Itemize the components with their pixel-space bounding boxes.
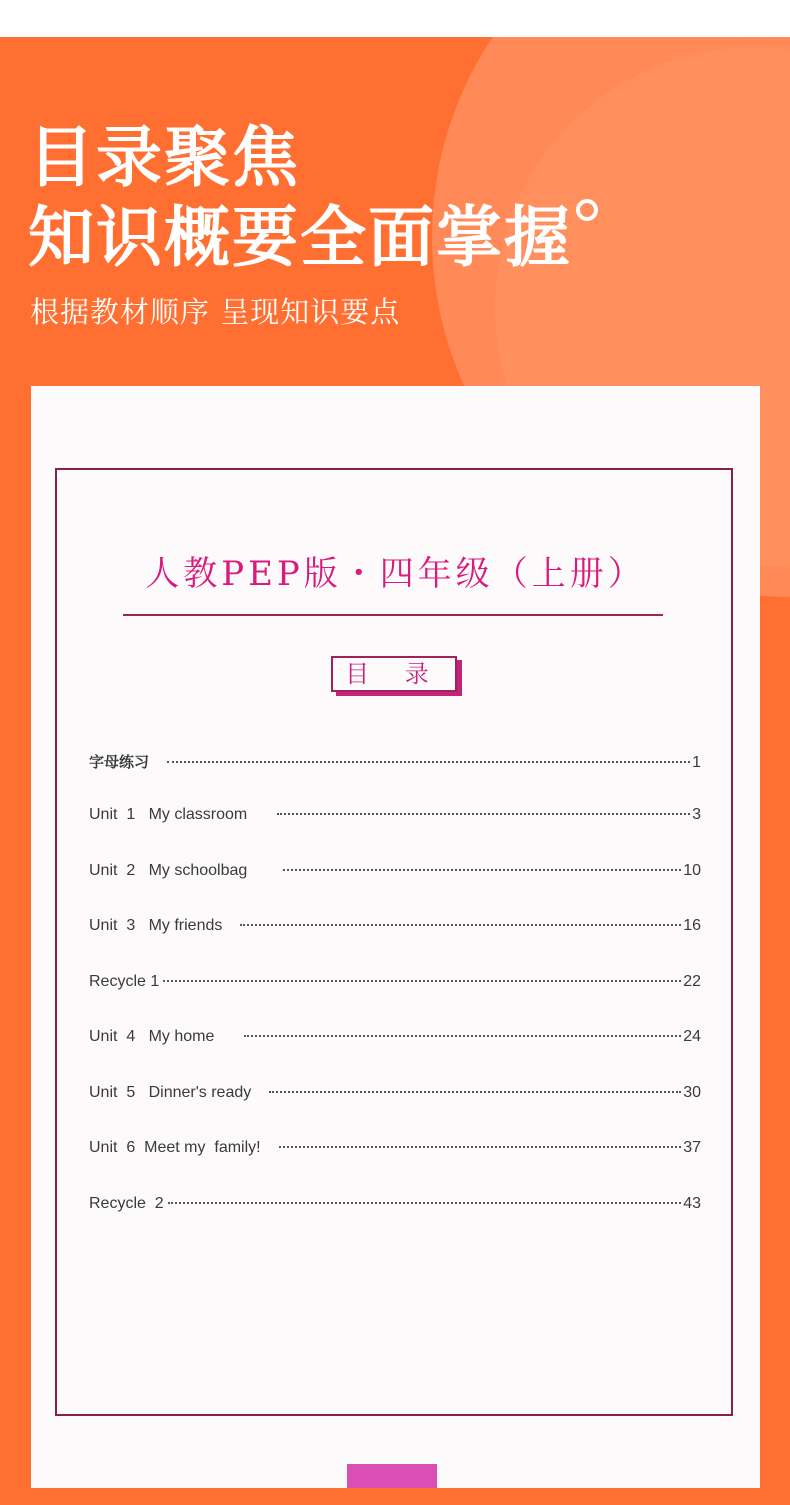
toc-entry-page: 16 [683,917,701,934]
toc-entry [89,1195,701,1219]
toc-entry-title: Recycle 1 [89,973,160,990]
toc-entry [89,751,701,775]
book-title: 人教PEP版・四年级（上册） [145,554,646,594]
headline-line-2-text: 知识概要全面掌握 [28,199,572,276]
toc-entry-page: 10 [683,862,701,879]
page-tab-marker [347,1464,437,1488]
toc-entry-page: 24 [683,1028,701,1045]
toc-entry-page: 43 [683,1195,701,1212]
degree-mark-icon [576,199,598,221]
toc-leader-dots [277,813,690,815]
subheadline: 根据教材顺序 呈现知识要点 [30,295,401,329]
toc-entry [89,973,701,997]
toc-leader-dots [269,1091,681,1093]
toc-entry-page: 1 [692,754,701,771]
title-divider [123,614,663,616]
toc-leader-dots [168,1202,682,1204]
toc-entry [89,1028,701,1052]
toc-leader-dots [163,980,681,982]
toc-entry-title: Unit 1 My classroom [89,806,248,823]
toc-entry [89,806,701,830]
page-frame [55,468,733,1416]
toc-entry-title: Unit 4 My home [89,1028,215,1045]
toc-entry-title: Unit 6 Meet my family! [89,1139,261,1156]
toc-leader-dots [279,1146,682,1148]
toc-leader-dots [167,761,690,763]
toc-entry-title: Recycle 2 [89,1195,164,1212]
toc-entry [89,1084,701,1108]
toc-entry-page: 22 [683,973,701,990]
toc-leader-dots [240,924,681,926]
headline-line-2 [28,199,598,276]
toc-leader-dots [244,1035,681,1037]
book-page [31,386,760,1488]
toc-entry-title: Unit 2 My schoolbag [89,862,248,879]
toc-entry [89,917,701,941]
toc-leader-dots [283,869,681,871]
toc-entry-title: Unit 5 Dinner's ready [89,1084,252,1101]
toc-entry-page: 37 [683,1139,701,1156]
toc-entry-title: Unit 3 My friends [89,917,223,934]
toc-heading: 目 录 [331,656,457,692]
toc-entry-title: 字母练习 [89,753,150,771]
toc-entry [89,1139,701,1163]
headline-line-1: 目录聚焦 [28,119,300,196]
toc-entry [89,862,701,886]
toc-entry-page: 3 [692,806,701,823]
toc-entry-page: 30 [683,1084,701,1101]
